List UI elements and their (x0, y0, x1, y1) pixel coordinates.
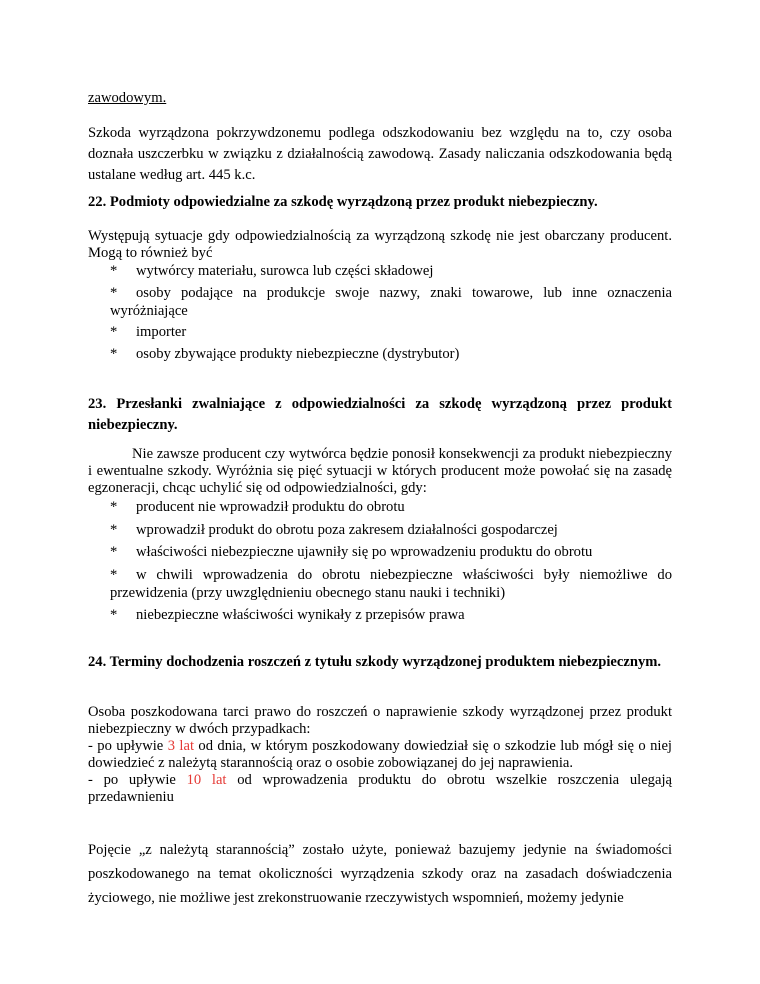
list-item (110, 345, 672, 363)
list-item (110, 498, 672, 516)
list-item (110, 606, 672, 624)
paragraph-last: Pojęcie „z należytą starannością” zostało użyte, ponieważ bazujemy jedynie na świadomości poszkodowanego na temat okoliczności wyrządzenia szkody oraz na zasadach doświadczenia życiowego, nie możliwe jest zrekonstruowanie rzeczywistych wspomnień, możemy jedynie (88, 842, 672, 906)
list-item-text: właściwości niebezpieczne ujawniły się po wprowadzeniu produktu do obrotu (136, 544, 593, 560)
term-3-years: 3 lat (167, 738, 194, 754)
bullet-icon: * (110, 324, 118, 340)
list-item-text: osoby zbywające produkty niebezpieczne (dystrybutor) (136, 346, 460, 362)
paragraph-22: Występują sytuacje gdy odpowiedzialnością za wyrządzoną szkodę nie jest obarczany producent. Mogą to również być (88, 228, 672, 261)
list-item (110, 284, 672, 320)
term-10-post: od wprowadzenia produktu do obrotu wszelkie roszczenia ulegają przedawnieniu (88, 772, 672, 805)
list-item (110, 262, 672, 280)
list-item-text: producent nie wprowadził produktu do obrotu (136, 499, 405, 515)
list-item-text: w chwili wprowadzenia do obrotu niebezpieczne właściwości były niemożliwe do przewidzenia (przy uwzględnieniu obecnego stanu nauki i techniki) (110, 567, 672, 601)
list-item (110, 521, 672, 539)
list-item (110, 566, 672, 602)
list-item-text: wprowadził produkt do obrotu poza zakresem działalności gospodarczej (136, 522, 558, 538)
list-item-text: niebezpieczne właściwości wynikały z przepisów prawa (136, 607, 465, 623)
paragraph-24-intro: Osoba poszkodowana tarci prawo do roszczeń o naprawienie szkody wyrządzonej przez produkt niebezpieczny w dwóch przypadkach: (88, 704, 672, 737)
paragraph-1: Szkoda wyrządzona pokrzywdzonemu podlega odszkodowaniu bez względu na to, czy osoba doznała uszczerbku w związku z działalnością zawodową. Zasady naliczania odszkodowania będą ustalane według art. 445 k.c. (88, 125, 672, 183)
bullet-icon: * (110, 567, 118, 583)
bullet-icon: * (110, 499, 118, 515)
top-fragment: zawodowym. (88, 90, 167, 106)
bullet-icon: * (110, 285, 118, 301)
term-10-years: 10 lat (186, 772, 227, 788)
list-item-text: wytwórcy materiału, surowca lub części składowej (136, 263, 434, 279)
list-item (110, 543, 672, 561)
list-item-text: osoby podające na produkcje swoje nazwy, znaki towarowe, lub inne oznaczenia wyróżniające (110, 285, 672, 319)
bullet-icon: * (110, 346, 118, 362)
term-3-post: od dnia, w którym poszkodowany dowiedział się o szkodzie lub mógł się o niej dowiedzieć z należytą starannością oraz o osobie zobowiązanej do jej naprawienia. (88, 738, 672, 771)
list-item-text: importer (136, 324, 187, 340)
bullet-icon: * (110, 263, 118, 279)
list-item (110, 323, 672, 341)
term-3-pre: - po upływie (88, 738, 168, 754)
bullet-icon: * (110, 607, 118, 623)
paragraph-23: Nie zawsze producent czy wytwórca będzie ponosił konsekwencji za produkt niebezpieczny i ewentualne szkody. Wyróżnia się pięć sytuacji w których producent może powołać się na zasadę egzoneracji, chcąc uchylić się od odpowiedzialności, gdy: (88, 446, 672, 496)
paragraph-24 (88, 704, 672, 806)
term-10-pre: - po upływie (88, 772, 187, 788)
bullet-icon: * (110, 544, 118, 560)
heading-22: 22. Podmioty odpowiedzialne za szkodę wyrządzoną przez produkt niebezpieczny. (88, 194, 598, 210)
heading-24: 24. Terminy dochodzenia roszczeń z tytułu szkody wyrządzonej produktem niebezpiecznym. (88, 654, 662, 670)
heading-23: 23. Przesłanki zwalniające z odpowiedzialności za szkodę wyrządzoną przez produkt niebezpieczny. (88, 396, 672, 433)
bullet-icon: * (110, 522, 118, 538)
